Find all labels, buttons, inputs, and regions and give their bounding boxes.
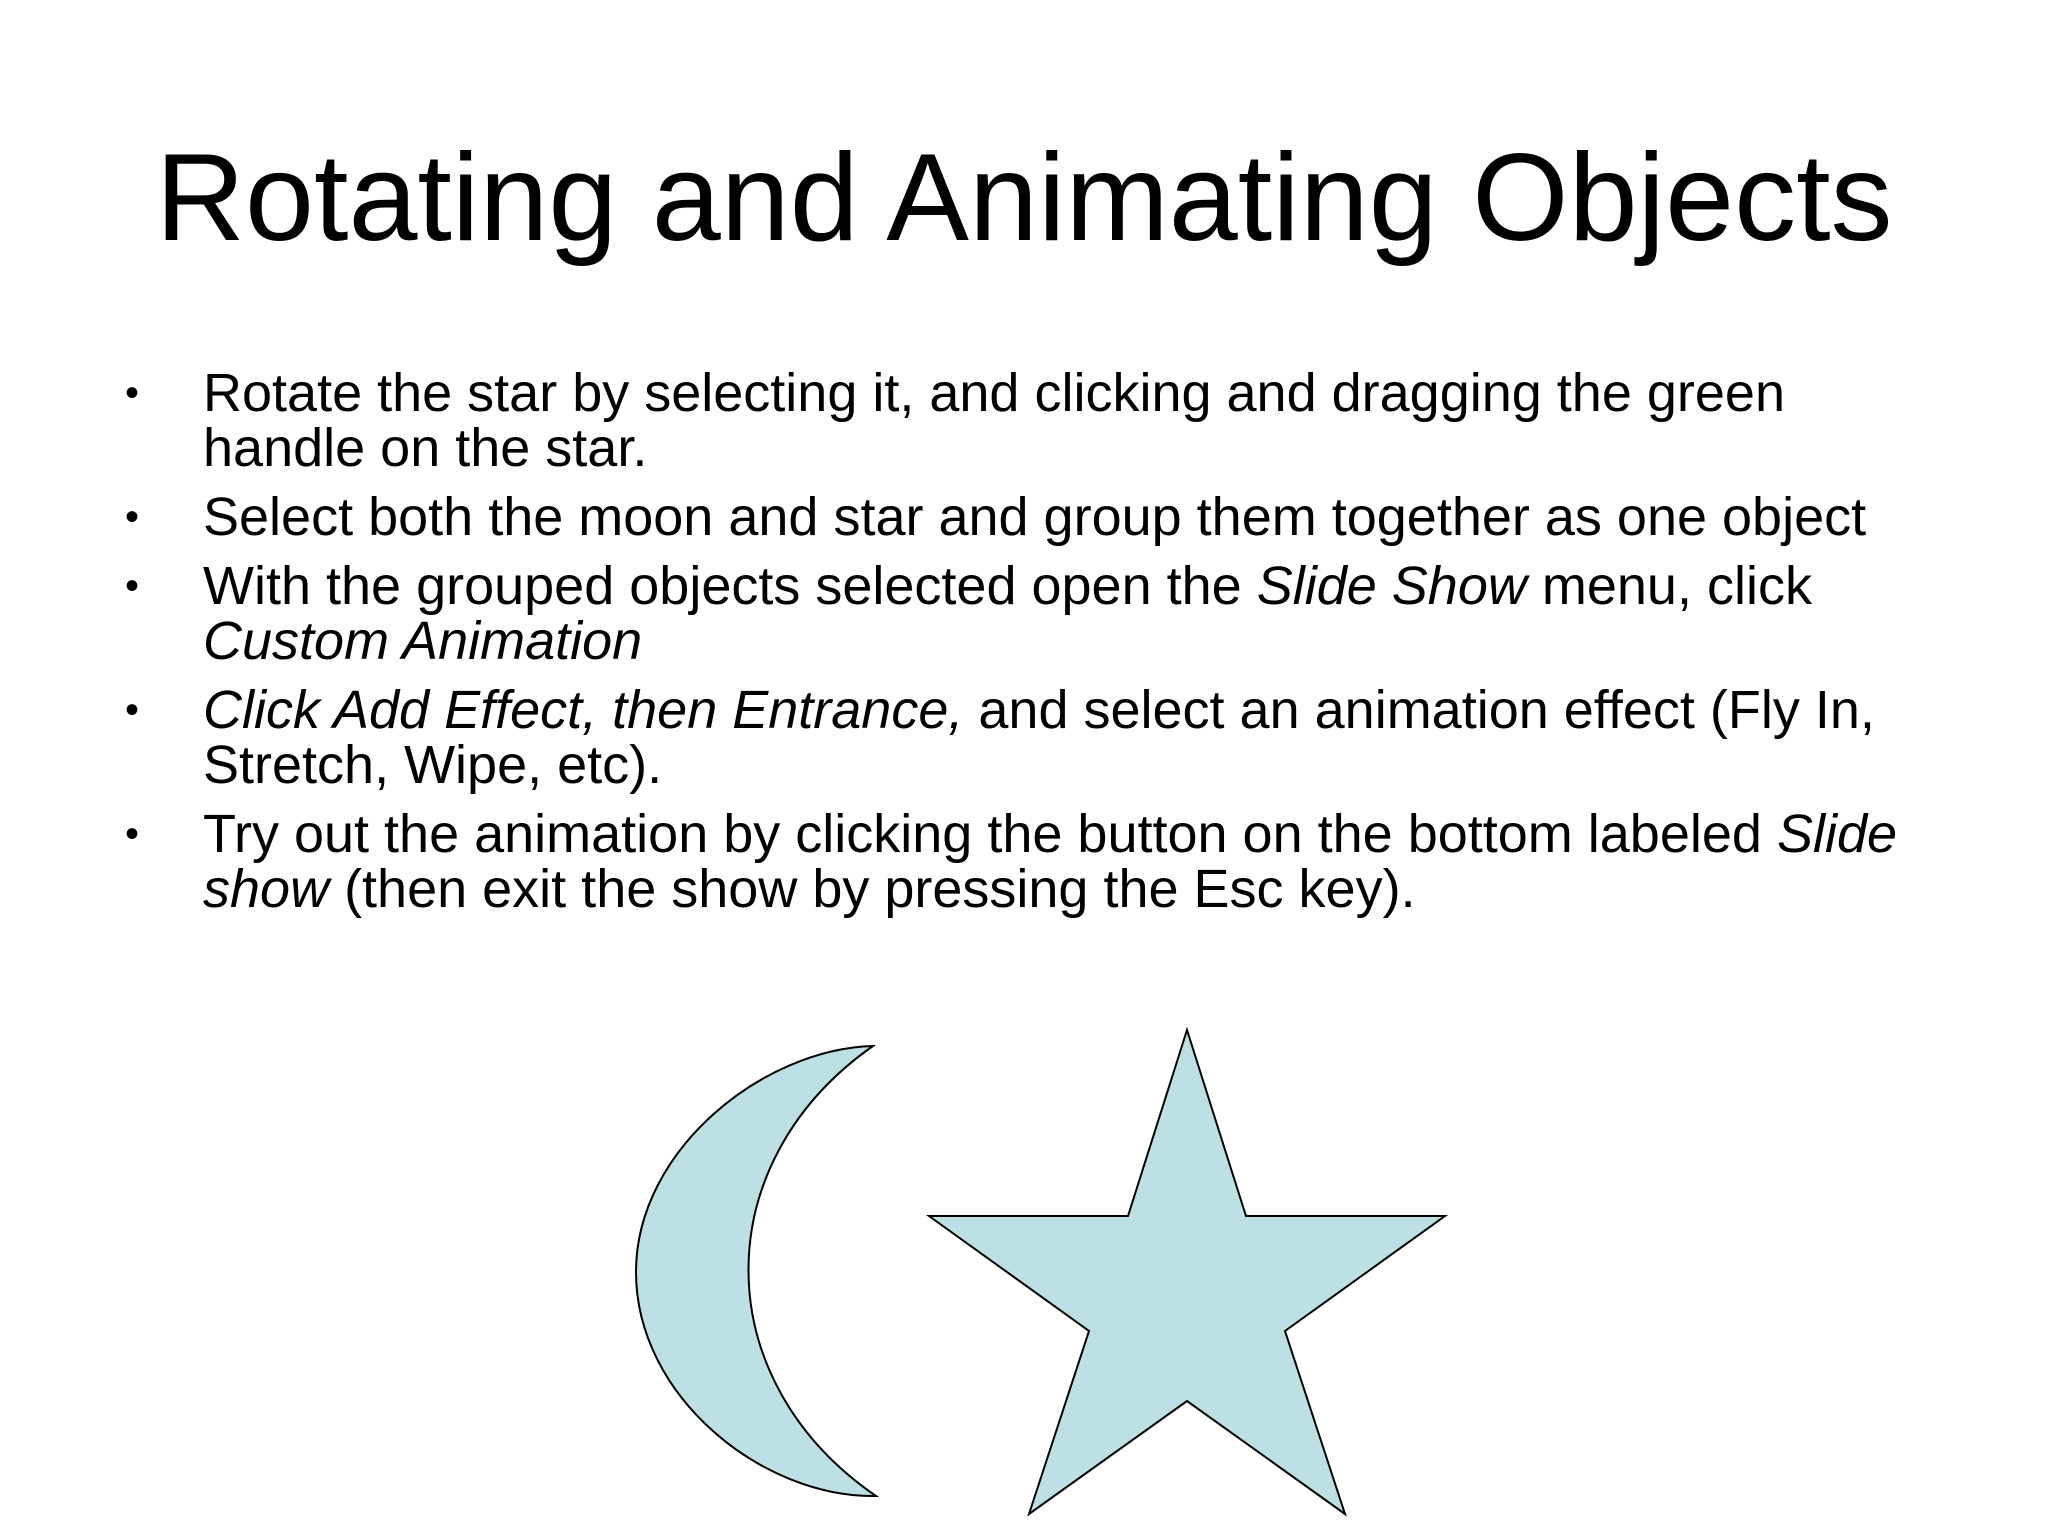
bullet-text-part: menu, click [1526, 556, 1812, 616]
bullet-text-part-italic: Custom Animation [203, 611, 643, 671]
bullet-text-part-italic: Click Add Effect, then Entrance, [203, 680, 964, 740]
bullet-text-part: With the grouped objects selected open the [203, 556, 1257, 616]
slide-title: Rotating and Animating Objects [155, 129, 1893, 267]
bullet-text-part: (then exit the show by pressing the Esc key). [329, 859, 1416, 919]
star-shape[interactable] [929, 1030, 1445, 1514]
bullet-text-part: Try out the animation by clicking the button on the bottom labeled [203, 804, 1777, 864]
bullet-dot: • [125, 688, 140, 732]
bullet-text-part: Select both the moon and star and group them together as one object [203, 487, 1867, 547]
moon-shape[interactable] [636, 1046, 876, 1496]
bullet-dot: • [125, 564, 140, 608]
bullet-dot: • [125, 495, 140, 539]
bullet-text-part: and select an animation effect (Fly In, Stretch, Wipe, etc). [203, 680, 1875, 795]
bullet-text-part-italic: Slide Show [1256, 556, 1527, 616]
bullet-dot: • [125, 371, 140, 415]
bullet-dot: • [125, 812, 140, 856]
bullet-text-part-italic: Slide show [203, 804, 1898, 919]
bullet-text-part: Rotate the star by selecting it, and clicking and dragging the green handle on the star. [203, 363, 1785, 478]
